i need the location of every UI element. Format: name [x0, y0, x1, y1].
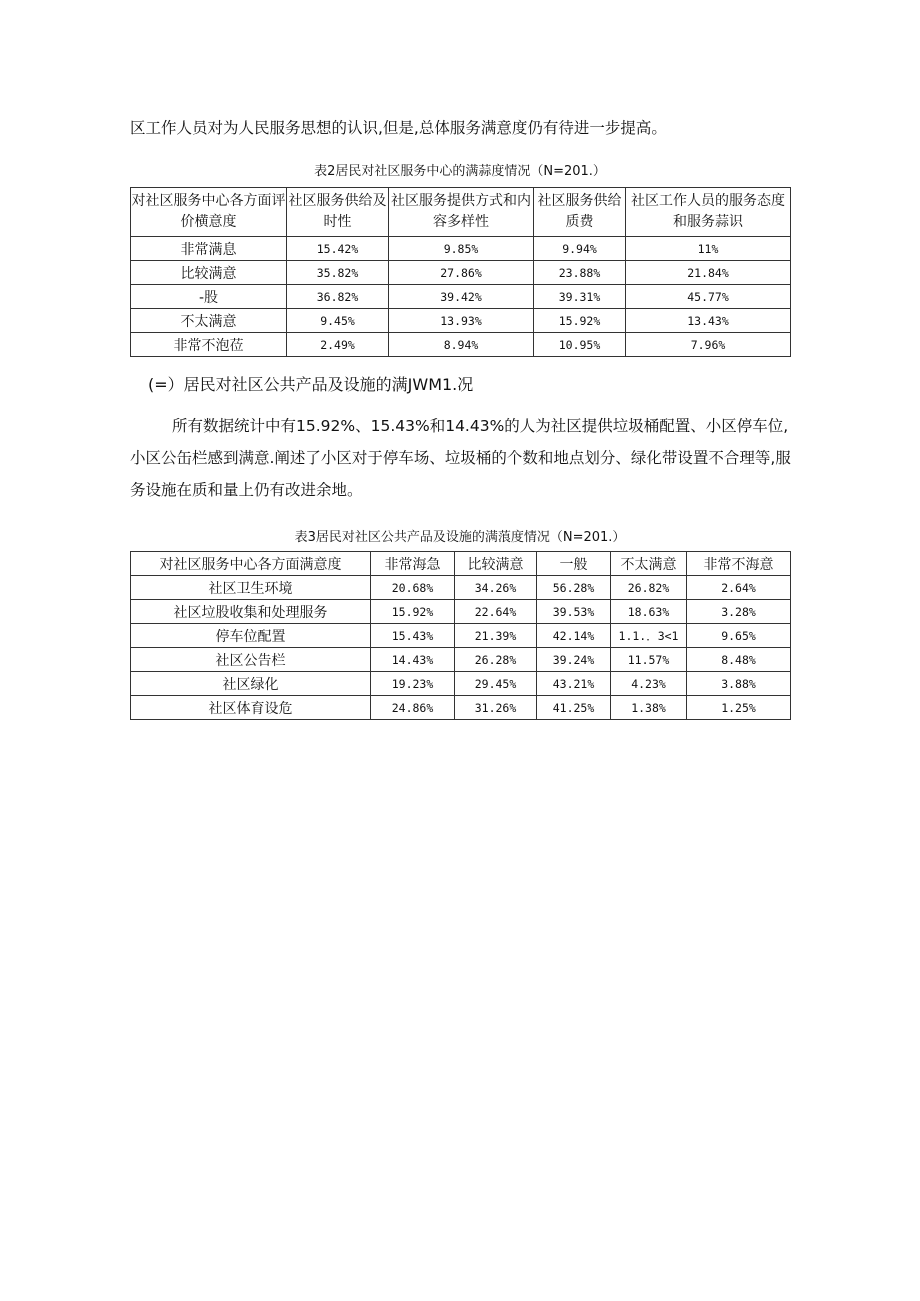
table-cell: 21.39% — [455, 624, 537, 648]
table2-header-cell: 对社区服务中心各方面评价横意度 — [131, 188, 287, 237]
table-cell: 8.94% — [389, 333, 534, 357]
table-cell: 26.82% — [611, 576, 687, 600]
table-cell: 45.77% — [626, 285, 791, 309]
table-cell: 9.85% — [389, 237, 534, 261]
table-row — [131, 576, 791, 600]
table-cell: 13.43% — [626, 309, 791, 333]
table-cell: 15.43% — [371, 624, 455, 648]
row-label: 社区公告栏 — [131, 648, 371, 672]
table-cell: 41.25% — [537, 696, 611, 720]
table-cell: 34.26% — [455, 576, 537, 600]
table-cell: 14.43% — [371, 648, 455, 672]
table2-header-cell: 社区工作人员的服务态度和服务蒜识 — [626, 188, 791, 237]
table3-header-row — [131, 552, 791, 576]
row-label: 非常满息 — [131, 237, 287, 261]
table3-caption: 表3居民对社区公共产品及设施的满蒗度情况（N=201.） — [294, 530, 626, 545]
table-cell: 3.28% — [687, 600, 791, 624]
section-paragraph: 所有数据统计中有15.92%、15.43%和14.43%的人为社区提供垃圾桶配置、小区停车位,小区公缶栏感到满意.阐述了小区对于停车场、垃圾桶的个数和地点划分、绿化带设置不合理等,服务设施在质和量上仍有改进余地。 — [130, 417, 791, 499]
table-cell: 15.92% — [371, 600, 455, 624]
table-row — [131, 333, 791, 357]
table-cell: 35.82% — [287, 261, 389, 285]
table3-header-cell: 一般 — [537, 552, 611, 576]
table-cell: 9.65% — [687, 624, 791, 648]
table-cell: 7.96% — [626, 333, 791, 357]
table-cell: 39.53% — [537, 600, 611, 624]
table-cell: 20.68% — [371, 576, 455, 600]
section-heading: (=）居民对社区公共产品及设施的满JWM1.况 — [148, 375, 474, 394]
table-row — [131, 648, 791, 672]
table3-header-cell: 非常不海意 — [687, 552, 791, 576]
table-cell: 31.26% — [455, 696, 537, 720]
table-cell: 24.86% — [371, 696, 455, 720]
table2-header-cell: 社区服务提供方式和内容多样性 — [389, 188, 534, 237]
table2-header-cell: 社区服务供给及时性 — [287, 188, 389, 237]
table-cell: 13.93% — [389, 309, 534, 333]
table-cell: 21.84% — [626, 261, 791, 285]
table-cell: 39.42% — [389, 285, 534, 309]
table-row — [131, 600, 791, 624]
table-row — [131, 672, 791, 696]
table-cell: 3.88% — [687, 672, 791, 696]
table2-header-row — [131, 188, 791, 237]
table-cell: 11.57% — [611, 648, 687, 672]
table-cell: 27.86% — [389, 261, 534, 285]
row-label: 社区卫生环境 — [131, 576, 371, 600]
table-cell: 18.63% — [611, 600, 687, 624]
table-cell: 10.95% — [534, 333, 626, 357]
row-label: 社区绿化 — [131, 672, 371, 696]
table3-header-cell: 非常海急 — [371, 552, 455, 576]
table3-header-cell: 不太满意 — [611, 552, 687, 576]
table-cell: 15.92% — [534, 309, 626, 333]
row-label: -股 — [131, 285, 287, 309]
table-cell: 1.25% — [687, 696, 791, 720]
table-cell: 39.31% — [534, 285, 626, 309]
intro-paragraph: 区工作人员对为人民服务思想的认识,但是,总体服务满意度仍有待进一步提高。 — [130, 119, 667, 137]
table2 — [130, 187, 791, 357]
table-cell: 11% — [626, 237, 791, 261]
row-label: 停车位配置 — [131, 624, 371, 648]
row-label: 不太满意 — [131, 309, 287, 333]
table3 — [130, 551, 791, 720]
table-cell: 56.28% — [537, 576, 611, 600]
table-cell: 23.88% — [534, 261, 626, 285]
table-cell: 2.49% — [287, 333, 389, 357]
table-cell: 42.14% — [537, 624, 611, 648]
table-cell: 39.24% — [537, 648, 611, 672]
table-row — [131, 696, 791, 720]
table-row — [131, 624, 791, 648]
row-label: 社区垃股收集和处理服务 — [131, 600, 371, 624]
table-cell: 2.64% — [687, 576, 791, 600]
table-cell: 8.48% — [687, 648, 791, 672]
table3-header-cell: 对社区服务中心各方面满意度 — [131, 552, 371, 576]
table-row — [131, 261, 791, 285]
table-cell: 15.42% — [287, 237, 389, 261]
table-cell: 22.64% — [455, 600, 537, 624]
table-cell: 9.45% — [287, 309, 389, 333]
table-cell: 4.23% — [611, 672, 687, 696]
table-row — [131, 309, 791, 333]
table3-header-cell: 比较满意 — [455, 552, 537, 576]
table2-header-cell: 社区服务供给质费 — [534, 188, 626, 237]
table2-caption: 表2居民对社区服务中心的满蒜度情况（N=201.） — [314, 164, 606, 179]
table-cell: 36.82% — [287, 285, 389, 309]
row-label: 比较满意 — [131, 261, 287, 285]
table-row — [131, 285, 791, 309]
table-row — [131, 237, 791, 261]
row-label: 社区体育设危 — [131, 696, 371, 720]
row-label: 非常不泡莅 — [131, 333, 287, 357]
table-cell: 19.23% — [371, 672, 455, 696]
table-cell: 1.1.．3<1 — [611, 624, 687, 648]
table-cell: 9.94% — [534, 237, 626, 261]
table-cell: 1.38% — [611, 696, 687, 720]
table-cell: 29.45% — [455, 672, 537, 696]
table-cell: 26.28% — [455, 648, 537, 672]
table-cell: 43.21% — [537, 672, 611, 696]
